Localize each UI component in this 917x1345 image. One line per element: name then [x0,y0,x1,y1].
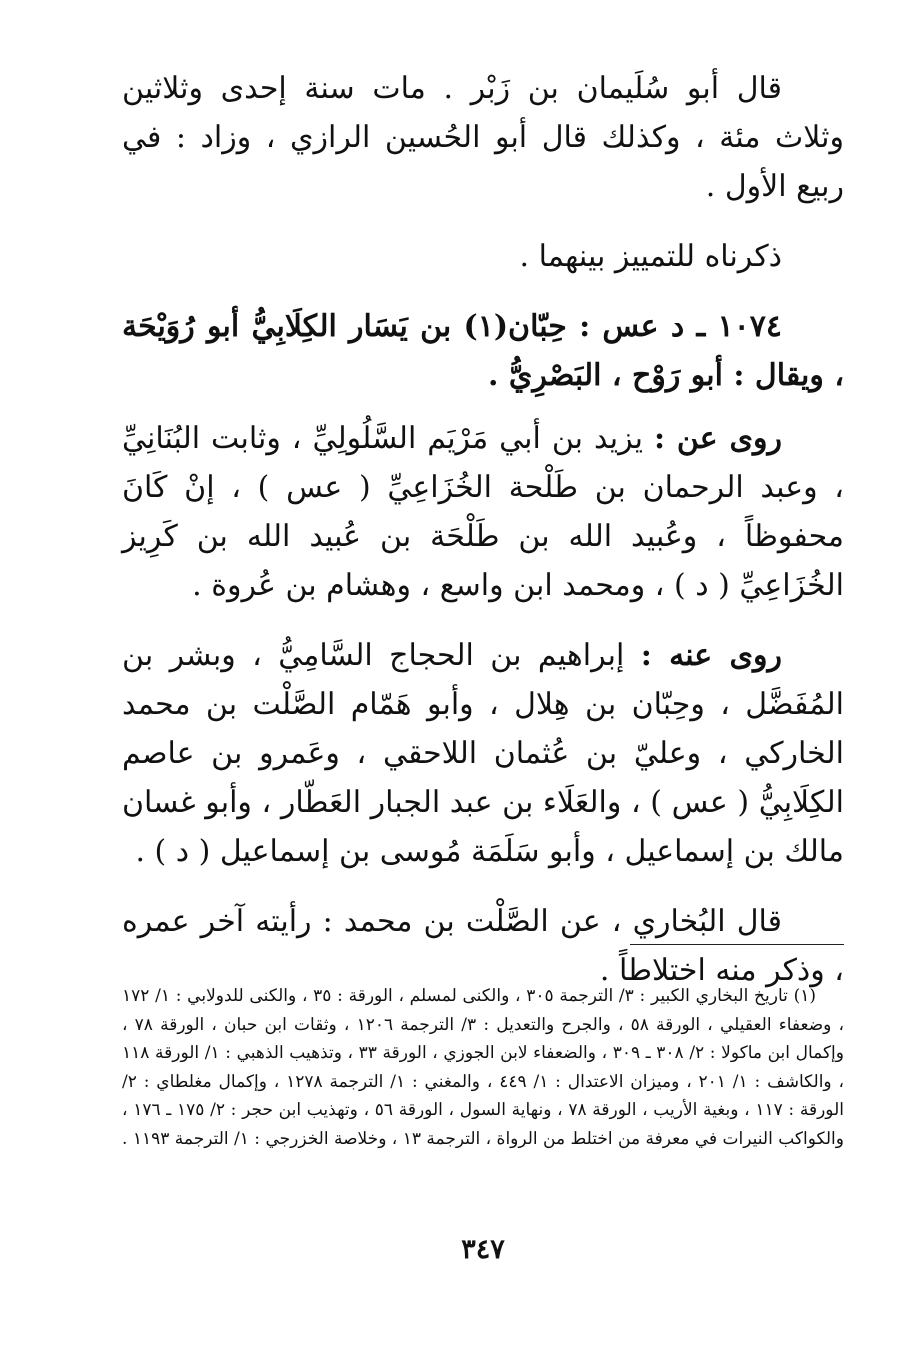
main-text [122,64,844,995]
paragraph-narrated-by [122,631,844,876]
narrated-by-text: إبراهيم بن الحجاج السَّامِيُّ ، وبشر بن المُفَضَّل ، وحِبّان بن هِلال ، وأبو هَمّام الصَّلْت بن محمد الخاركي ، وعليّ بن عُثمان اللاحقي ، وعَمرو بن عاصم الكِلَابِيُّ ( عس ) ، والعَلَاء بن عبد الجبار العَطّار ، وأبو غسان مالك بن إسماعيل ، وأبو سَلَمَة مُوسى بن إسماعيل ( د ) . [122,638,844,869]
footnote-1: (١) تاريخ البخاري الكبير : ٣/ الترجمة ٣٠٥ ، والكنى لمسلم ، الورقة : ٣٥ ، والكنى للدولابي : ١/ ١٧٢ ، وضعفاء العقيلي ، الورقة ٥٨ ، والجرح والتعديل : ٣/ الترجمة ١٢٠٦ ، وثقات ابن حبان ، الورقة ٧٨ ، وإكمال ابن ماكولا : ٢/ ٣٠٨ ـ ٣٠٩ ، والضعفاء لابن الجوزي ، الورقة ٣٣ ، وتذهيب الذهبي : ١/ الورقة ١١٨ ، والكاشف : ١/ ٢٠١ ، وميزان الاعتدال : ١/ ٤٤٩ ، والمغني : ١/ الترجمة ١٢٧٨ ، وإكمال مغلطاي : ٢/ الورقة : ١١٧ ، وبغية الأريب ، الورقة ٧٨ ، ونهاية السول ، الورقة ٥٦ ، وتهذيب ابن حجر : ٢/ ١٧٥ ـ ١٧٦ ، والكواكب النيرات في معرفة من اختلط من الرواة ، الترجمة ١٣ ، وخلاصة الخزرجي : ١/ الترجمة ١١٩٣ . [122,986,845,1149]
paragraph-narrated-from [122,414,844,610]
paragraph-distinction-note: ذكرناه للتمييز بينهما . [519,239,782,274]
footnote-separator [630,944,844,945]
narrated-from-text: يزيد بن أبي مَرْيَم السَّلُولِيِّ ، وثابت البُنَانِيِّ ، وعبد الرحمان بن طَلْحة الخُزَاعِيِّ ( عس ) ، إنْ كَانَ محفوظاً ، وعُبيد الله بن طَلْحَة بن عُبيد الله بن كَرِيز الخُزَاعِيِّ ( د ) ، ومحمد ابن واسع ، وهشام بن عُروة . [122,421,844,603]
entry-heading-1074: ١٠٧٤ ـ د عس : حِبّان(١) بن يَسَار الكِلَابِيُّ أبو رُوَيْحَة ، ويقال : أبو رَوْح ، البَصْرِيُّ . [122,309,844,393]
narrated-from-label: روى عن : [653,421,782,456]
page-number: ٣٤٧ [461,1234,505,1265]
paragraph-bukhari-remark: قال البُخاري ، عن الصَّلْت بن محمد : رأيته آخر عمره ، وذكر منه اختلاطاً . [122,904,844,988]
narrated-by-label: روى عنه : [640,638,782,673]
paragraph-death-date: قال أبو سُلَيمان بن زَبْر . مات سنة إحدى وثلاثين وثلاث مئة ، وكذلك قال أبو الحُسين الرازي ، وزاد : في ربيع الأول . [122,71,844,204]
book-page [122,64,844,1304]
